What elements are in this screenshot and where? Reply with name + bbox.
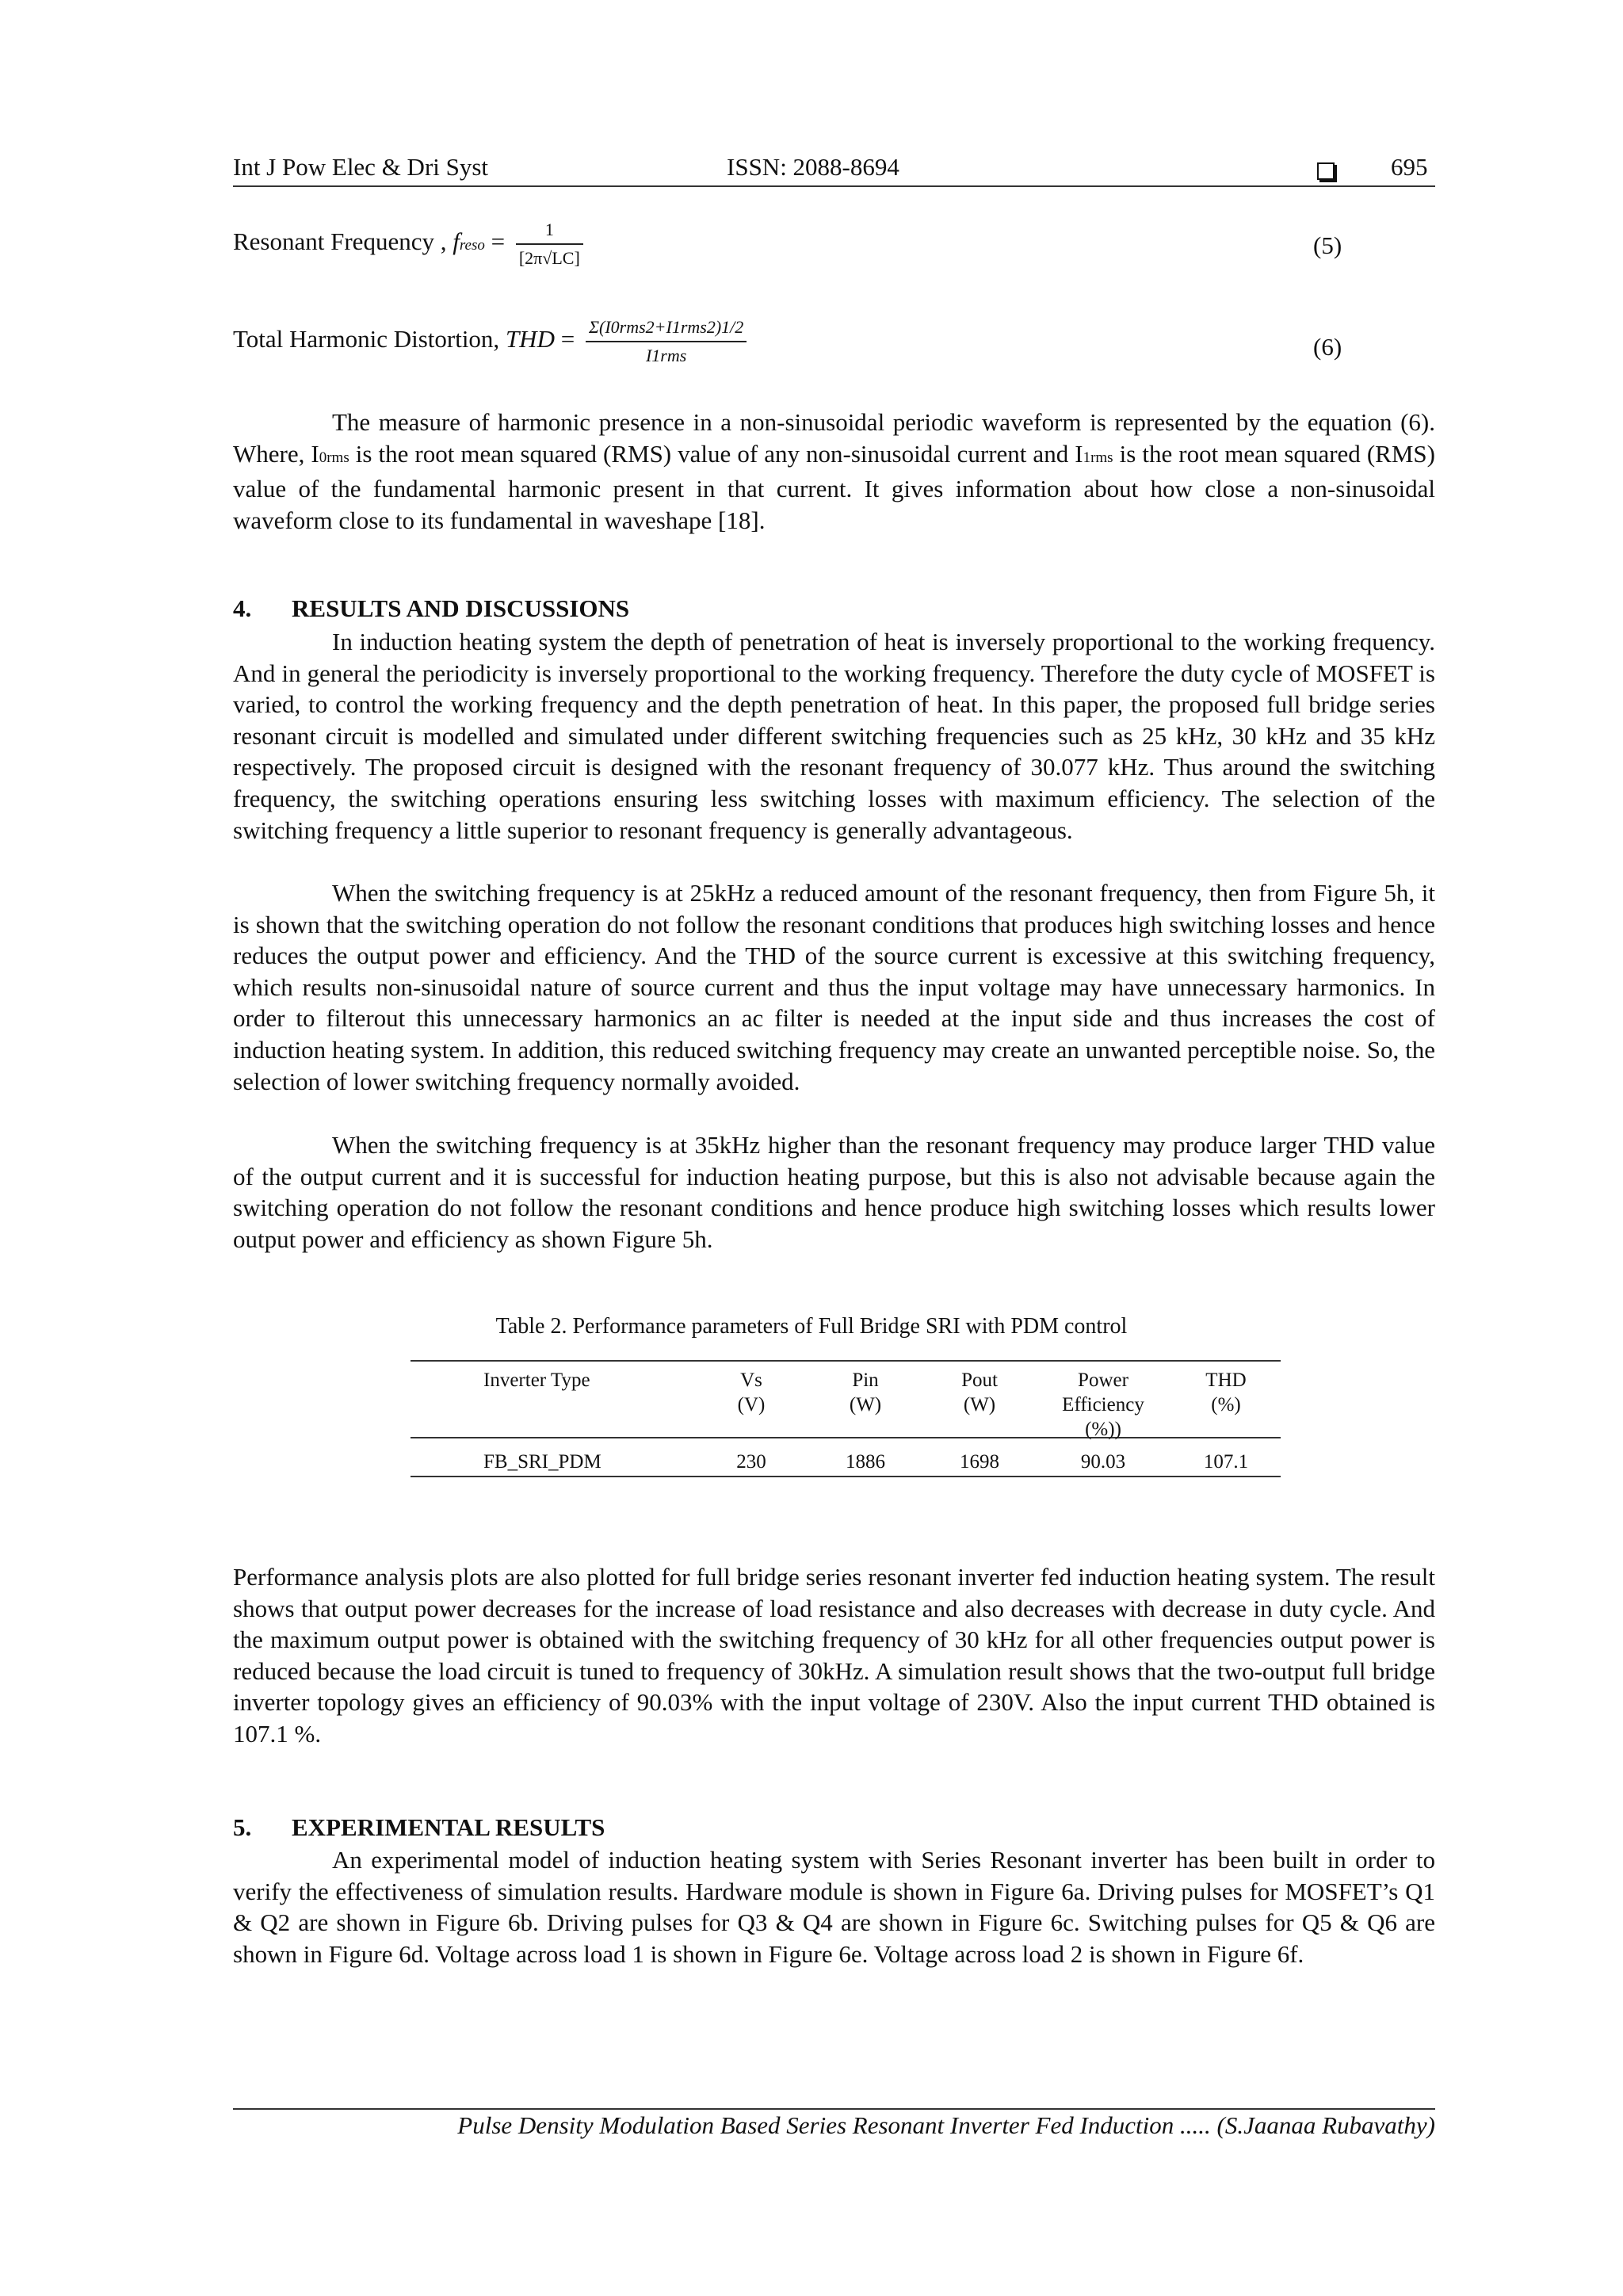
thd-paragraph: The measure of harmonic presence in a non-sinusoidal periodic waveform is represented by the equation (6). Where, I0rms is the root mean squared (RMS) value of any non-sinusoidal current and I1rms is the root mean squared (RMS) value of the fundamental harmonic present in that current. It gives information about how close a non-sinusoidal waveform close to its fundamental in waveshape [18]. <box>233 408 1435 534</box>
cell-thd: 107.1 <box>1203 1451 1249 1473</box>
th-inverter-type: Inverter Type <box>483 1370 590 1391</box>
equation-6: Total Harmonic Distortion, THD = $\frac{\text{Σ(I0rms2+I1rms2)1/2}}{\text{I1rms}}$ <box>233 317 751 366</box>
equation-5-number: (5) <box>1313 231 1342 259</box>
header-rule <box>233 185 1435 187</box>
section-4-paragraph-1: In induction heating system the depth of penetration of heat is inversely proportional to the working frequency. And in general the periodicity is inversely proportional to the working frequency. Therefore the duty cycle of MOSFET is varied, to control the working frequency and the depth penetration of heat. In this paper, the proposed full bridge series resonant circuit is modelled and simulated under different switching frequencies such as 25 kHz, 30 kHz and 35 kHz respectively. The proposed circuit is designed with the resonant frequency of 30.077 kHz. Thus around the switching frequency, the switching operations ensuring less switching losses with maximum efficiency. The selection of the switching frequency a little superior to resonant frequency is generally advantageous. <box>233 628 1435 844</box>
section-5-number: 5. <box>233 1813 252 1841</box>
journal-name: Int J Pow Elec & Dri Syst <box>233 153 489 181</box>
section-5-title: EXPERIMENTAL RESULTS <box>292 1813 605 1841</box>
equation-6-fraction <box>586 317 747 366</box>
table-header-row <box>411 1362 1281 1442</box>
th-power-efficiency: Power Efficiency (%)) <box>1062 1370 1144 1440</box>
section-4-paragraph-3: When the switching frequency is at 35kHz higher than the resonant frequency may produce larger THD value of the output current and it is successful for induction heating purpose, but this is also not advisable because again the switching operation do not follow the resonant conditions and hence produce high switching losses which results lower output power and efficiency as shown Figure 5h. <box>233 1131 1435 1253</box>
section-4-title: RESULTS AND DISCUSSIONS <box>292 594 630 622</box>
th-pout: Pout (W) <box>961 1370 998 1415</box>
equation-6-denominator: I1rms <box>586 341 747 366</box>
equation-5-symbol-sub: reso <box>459 237 485 254</box>
running-footer: Pulse Density Modulation Based Series Resonant Inverter Fed Induction ..... (S.Jaanaa Rubavathy) <box>457 2111 1435 2139</box>
section-4-heading <box>233 594 629 623</box>
cell-pin: 1886 <box>846 1451 885 1473</box>
section-4-paragraph-2: When the switching frequency is at 25kHz a reduced amount of the resonant frequency, then from Figure 5h, it is shown that the switching operation do not follow the resonant conditions that produces high switching losses and hence reduces the output power and efficiency. And the THD of the source current is excessive at this switching frequency, which results non-sinusoidal nature of source current and thus the input voltage may have unnecessary harmonics. In order to filterout this unnecessary harmonics an ac filter is needed at the input side and thus increases the cost of induction heating system. In addition, this reduced switching frequency may create an unwanted perceptible noise. So, the selection of lower switching frequency normally avoided. <box>233 879 1435 1095</box>
equation-5-fraction <box>516 220 583 269</box>
section-5-paragraph: An experimental model of induction heating system with Series Resonant inverter has been built in order to verify the effectiveness of simulation results. Hardware module is shown in Figure 6a. Driving pulses for MOSFET’s Q1 & Q2 are shown in Figure 6b. Driving pulses for Q3 & Q4 are shown in Figure 6c. Switching pulses for Q5 & Q6 are shown in Figure 6d. Voltage across load 1 is shown in Figure 6e. Voltage across load 2 is shown in Figure 6f. <box>233 1846 1435 1968</box>
equation-6-numerator: Σ(I0rms2+I1rms2)1/2 <box>588 317 744 337</box>
table-row <box>411 1442 1281 1480</box>
equation-5-numerator: 1 <box>544 220 554 239</box>
performance-analysis-paragraph: Performance analysis plots are also plotted for full bridge series resonant inverter fed induction heating system. The result shows that output power decreases for the increase of load resistance and also decreases with decrease in duty cycle. And the maximum output power is obtained with the switching frequency of 30 kHz for all other frequencies output power is reduced because the load circuit is tuned to frequency of 30kHz. A simulation result shows that the two-output full bridge inverter topology gives an efficiency of 90.03% with the input voltage of 230V. Also the input current THD obtained is 107.1 %. <box>233 1563 1435 1748</box>
th-thd: THD (%) <box>1205 1370 1247 1415</box>
section-4-number: 4. <box>233 594 252 622</box>
issn: ISSN: 2088-8694 <box>727 153 899 181</box>
equation-6-number: (6) <box>1313 333 1342 361</box>
cell-inverter-type: FB_SRI_PDM <box>483 1451 601 1473</box>
equation-6-label: Total Harmonic Distortion, <box>233 325 500 353</box>
cell-power-efficiency: 90.03 <box>1080 1451 1126 1473</box>
equation-5-label: Resonant Frequency , <box>233 227 447 256</box>
table-2-caption: Table 2. Performance parameters of Full Bridge SRI with PDM control <box>495 1314 1128 1339</box>
equation-5: Resonant Frequency , freso = $\frac{1}{[2\pi√LC]}$ <box>233 220 588 269</box>
equation-5-denominator: [2π√LC] <box>516 243 583 269</box>
section-5-heading <box>233 1813 605 1842</box>
equation-6-symbol: THD <box>505 325 555 353</box>
th-pin: Pin (W) <box>849 1370 882 1415</box>
cell-pout: 1698 <box>960 1451 999 1473</box>
footer-rule <box>233 2108 1435 2110</box>
performance-table <box>411 1362 1281 1480</box>
equation-5-symbol: f <box>453 227 460 256</box>
square-icon <box>1317 158 1335 186</box>
page-number: 695 <box>1391 153 1428 181</box>
th-vs: Vs (V) <box>737 1370 766 1415</box>
cell-vs: 230 <box>736 1451 766 1473</box>
